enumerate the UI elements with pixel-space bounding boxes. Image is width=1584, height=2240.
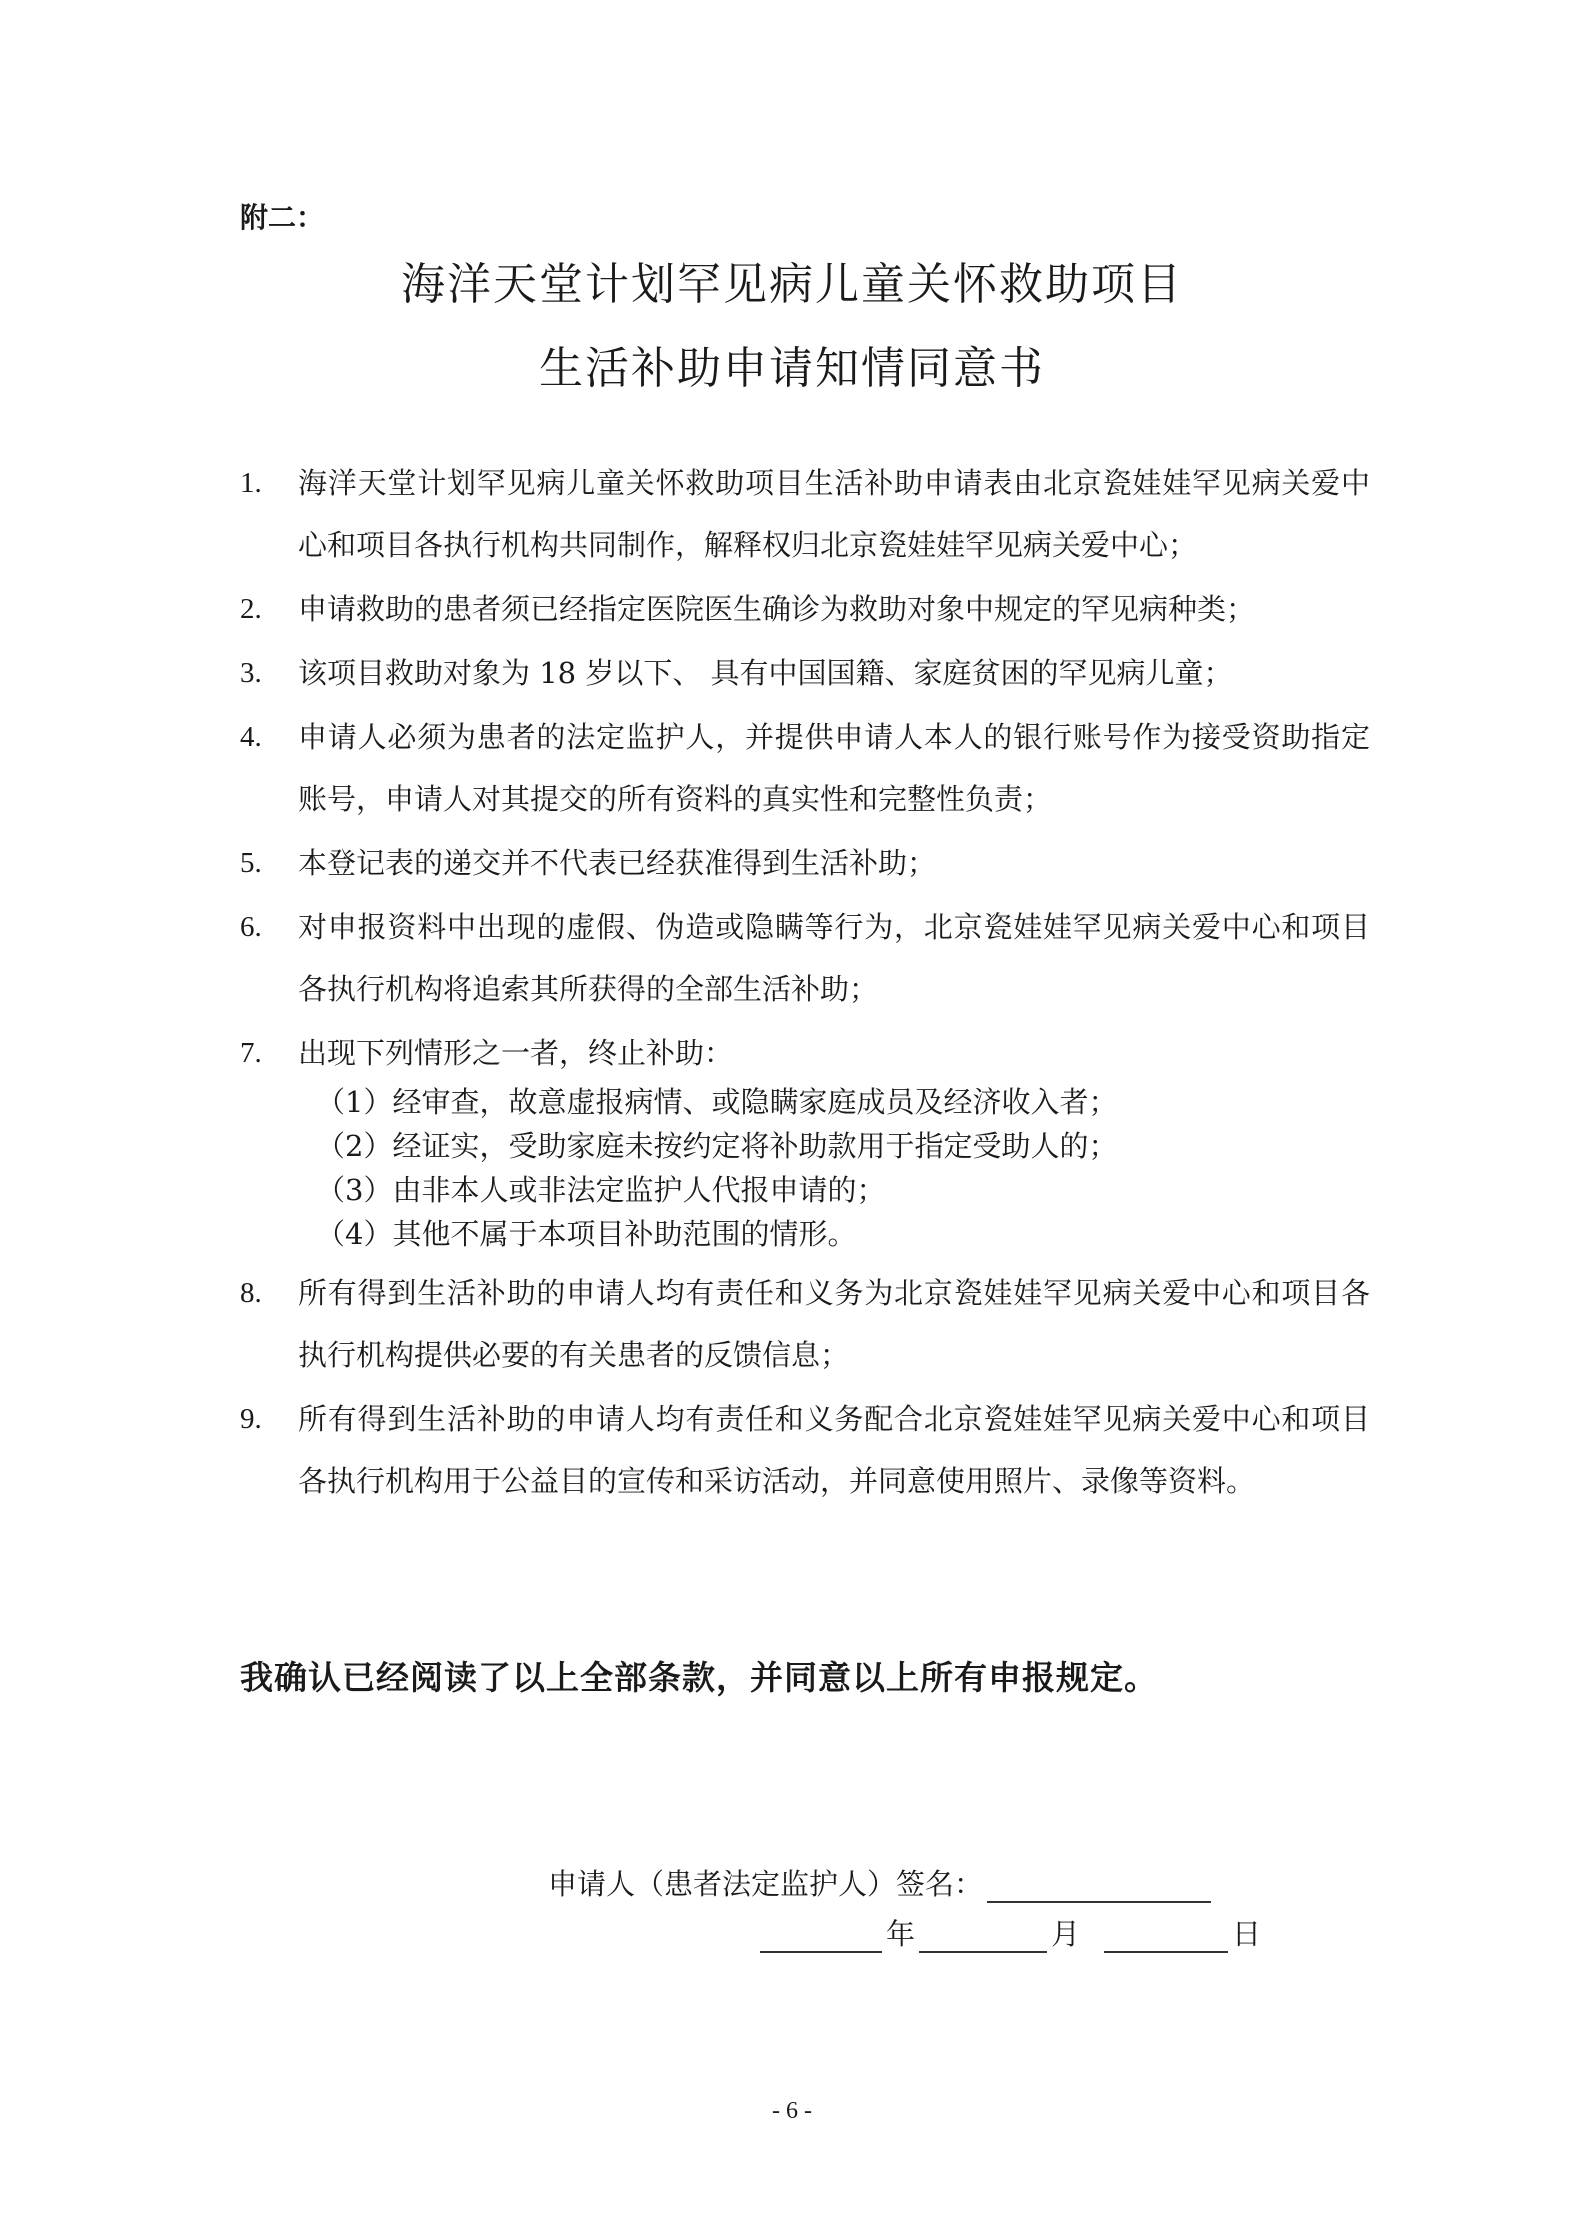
signature-label: 申请人（患者法定监护人）签名： [548, 1867, 984, 1901]
term-text: 所有得到生活补助的申请人均有责任和义务为北京瓷娃娃罕见病关爱中心和项目各执行机构提供必要的有关患者的反馈信息； [298, 1276, 1370, 1372]
term-number: 3. [240, 657, 262, 689]
signature-blank[interactable] [987, 1871, 1211, 1903]
termination-condition-1: （1）经审查，故意虚报病情、或隐瞒家庭成员及经济收入者； [316, 1085, 1118, 1119]
term-number: 7. [240, 1037, 262, 1069]
termination-condition-2: （2）经证实，受助家庭未按约定将补助款用于指定受助人的； [316, 1129, 1118, 1163]
document-title-line2: 生活补助申请知情同意书 [539, 343, 1045, 394]
term-number: 4. [240, 721, 262, 753]
termination-condition-4: （4）其他不属于本项目补助范围的情形。 [316, 1217, 857, 1251]
term-item-3 [240, 642, 1370, 704]
term-number: 9. [240, 1403, 262, 1435]
term-item-1 [240, 452, 1370, 576]
term-text: 申请人必须为患者的法定监护人，并提供申请人本人的银行账号作为接受资助指定账号，申请人对其提交的所有资料的真实性和完整性负责； [298, 720, 1370, 816]
signature-row [548, 1862, 1215, 1903]
confirmation-statement: 我确认已经阅读了以上全部条款，并同意以上所有申报规定。 [240, 1658, 1158, 1697]
term-text: 所有得到生活补助的申请人均有责任和义务配合北京瓷娃娃罕见病关爱中心和项目各执行机构用于公益目的宣传和采访活动，并同意使用照片、录像等资料。 [298, 1402, 1370, 1498]
term-item-6 [240, 896, 1370, 1020]
term-item-7 [240, 1022, 1370, 1256]
term-text: 申请救助的患者须已经指定医院医生确诊为救助对象中规定的罕见病种类； [298, 592, 1256, 626]
term-text: 该项目救助对象为 18 岁以下、 具有中国国籍、家庭贫困的罕见病儿童； [298, 656, 1233, 690]
term-number: 8. [240, 1277, 262, 1309]
term-number: 5. [240, 847, 262, 879]
term-text: 对申报资料中出现的虚假、伪造或隐瞒等行为，北京瓷娃娃罕见病关爱中心和项目各执行机构将追索其所获得的全部生活补助； [298, 910, 1370, 1006]
term-item-9 [240, 1388, 1370, 1512]
termination-conditions-list [298, 1080, 1370, 1256]
year-blank[interactable] [760, 1921, 882, 1953]
page-number: - 6 - [772, 2098, 812, 2124]
term-text: 出现下列情形之一者，终止补助： [298, 1036, 734, 1070]
date-row [756, 1912, 1261, 1953]
term-item-5 [240, 832, 1370, 894]
term-number: 2. [240, 593, 262, 625]
month-label: 月 [1051, 1917, 1081, 1951]
terms-list [240, 452, 1370, 1514]
term-text: 本登记表的递交并不代表已经获准得到生活补助； [298, 846, 937, 880]
term-item-2 [240, 578, 1370, 640]
term-item-4 [240, 706, 1370, 830]
term-item-8 [240, 1262, 1370, 1386]
term-number: 1. [240, 467, 262, 499]
annex-label: 附二： [240, 201, 325, 234]
document-title-line1: 海洋天堂计划罕见病儿童关怀救助项目 [401, 259, 1183, 310]
day-blank[interactable] [1104, 1921, 1228, 1953]
year-label: 年 [886, 1917, 916, 1951]
term-number: 6. [240, 911, 262, 943]
termination-condition-3: （3）由非本人或非法定监护人代报申请的； [316, 1173, 886, 1207]
month-blank[interactable] [919, 1921, 1047, 1953]
day-label: 日 [1232, 1917, 1262, 1951]
term-text: 海洋天堂计划罕见病儿童关怀救助项目生活补助申请表由北京瓷娃娃罕见病关爱中心和项目各执行机构共同制作，解释权归北京瓷娃娃罕见病关爱中心； [298, 466, 1370, 562]
